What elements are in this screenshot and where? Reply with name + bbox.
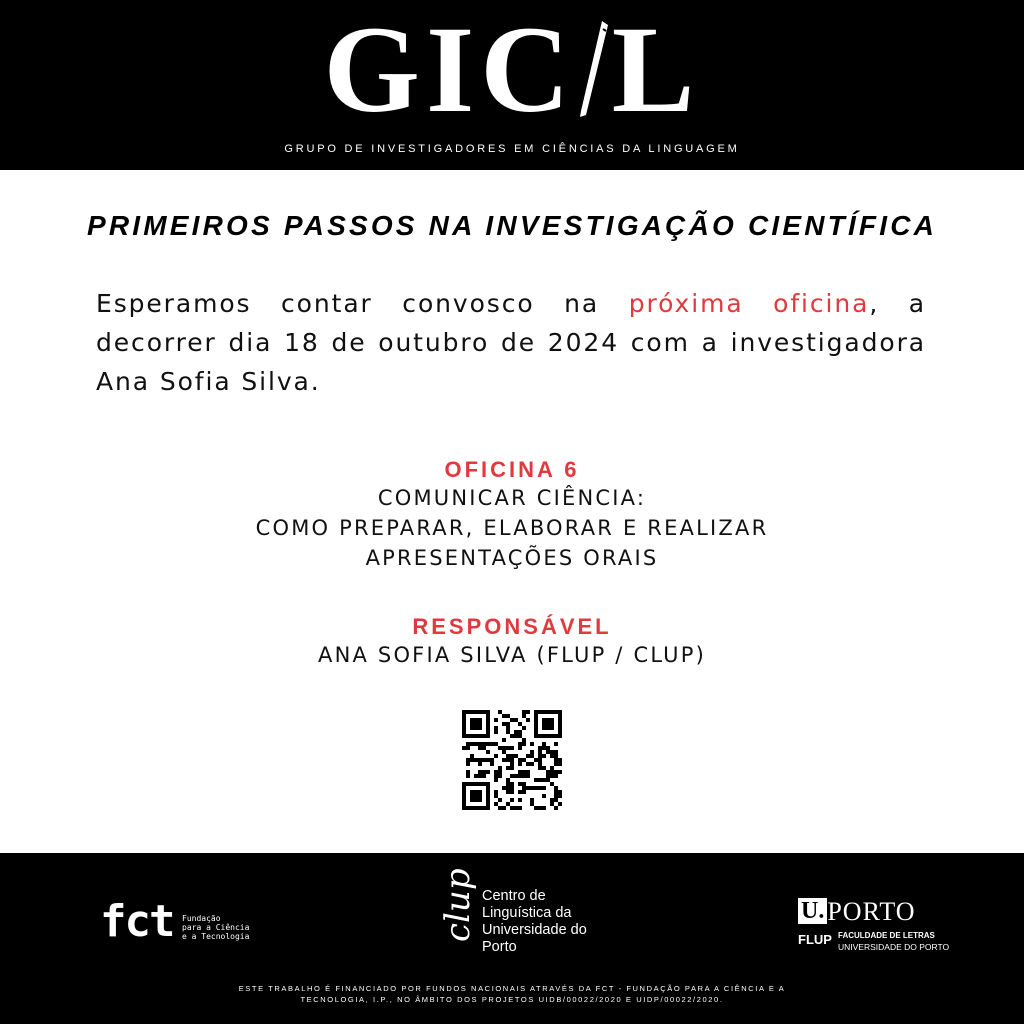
pen-icon — [576, 19, 612, 119]
workshop-line: COMO PREPARAR, ELABORAR E REALIZAR — [255, 516, 769, 540]
clup-text-line: Universidade do — [482, 922, 587, 938]
responsible-block — [0, 614, 1024, 670]
clup-text-line: Linguística da — [482, 905, 572, 921]
fct-text-line: para a Ciência — [182, 923, 250, 932]
workshop-line: COMUNICAR CIÊNCIA: — [377, 486, 647, 510]
clup-logo-mark: clup — [438, 868, 478, 942]
uporto-flup-text: FLUP — [798, 932, 832, 947]
fct-text-line: e a Tecnologia — [182, 932, 250, 941]
gicl-logo — [0, 1, 1024, 138]
uporto-u-mark: U. — [798, 898, 827, 924]
fct-text-line: Fundação — [182, 914, 221, 923]
header-subtitle: GRUPO DE INVESTIGADORES EM CIÊNCIAS DA LINGUAGEM — [284, 143, 740, 155]
uporto-university-text: UNIVERSIDADE DO PORTO — [838, 942, 950, 952]
responsible-name: ANA SOFIA SILVA (FLUP / CLUP) — [318, 643, 706, 667]
qr-code-icon[interactable] — [458, 706, 566, 814]
clup-logo-text — [482, 888, 587, 956]
workshop-block — [0, 457, 1024, 573]
intro-highlight: próxima oficina — [628, 289, 870, 318]
fct-logo-mark: fct — [100, 896, 174, 947]
clup-text-line: Centro de — [482, 888, 546, 904]
intro-paragraph — [96, 284, 926, 401]
intro-text-after: , a decorrer dia 18 de outubro de 2024 com a investigadora Ana Sofia Silva. — [96, 289, 926, 396]
uporto-porto-text: PORTO — [827, 897, 916, 926]
responsible-label: RESPONSÁVEL — [412, 614, 612, 639]
uporto-faculty-text: FACULDADE DE LETRAS — [838, 931, 935, 940]
header-band — [0, 0, 1024, 170]
page-title: PRIMEIROS PASSOS NA INVESTIGAÇÃO CIENTÍFICA — [86, 210, 938, 241]
logo-text-left: GIC — [323, 1, 576, 138]
funding-line: TECNOLOGIA, I.P., NO ÂMBITO DOS PROJETOS UIDB/00022/2020 E UIDP/00022/2020. — [300, 995, 724, 1004]
funding-line: ESTE TRABALHO É FINANCIADO POR FUNDOS NACIONAIS ATRAVÉS DA FCT - FUNDAÇÃO PARA A CIÊNCIA E A — [238, 984, 786, 993]
fct-logo — [100, 896, 250, 947]
fct-logo-text — [182, 914, 249, 941]
funding-note — [0, 983, 1024, 1005]
workshop-line: APRESENTAÇÕES ORAIS — [365, 546, 659, 570]
logo-text-right: L — [611, 1, 701, 138]
workshop-label: OFICINA 6 — [444, 457, 580, 482]
intro-text-before: Esperamos contar convosco na — [96, 289, 629, 318]
clup-text-line: Porto — [482, 939, 517, 955]
uporto-logo — [798, 897, 950, 952]
